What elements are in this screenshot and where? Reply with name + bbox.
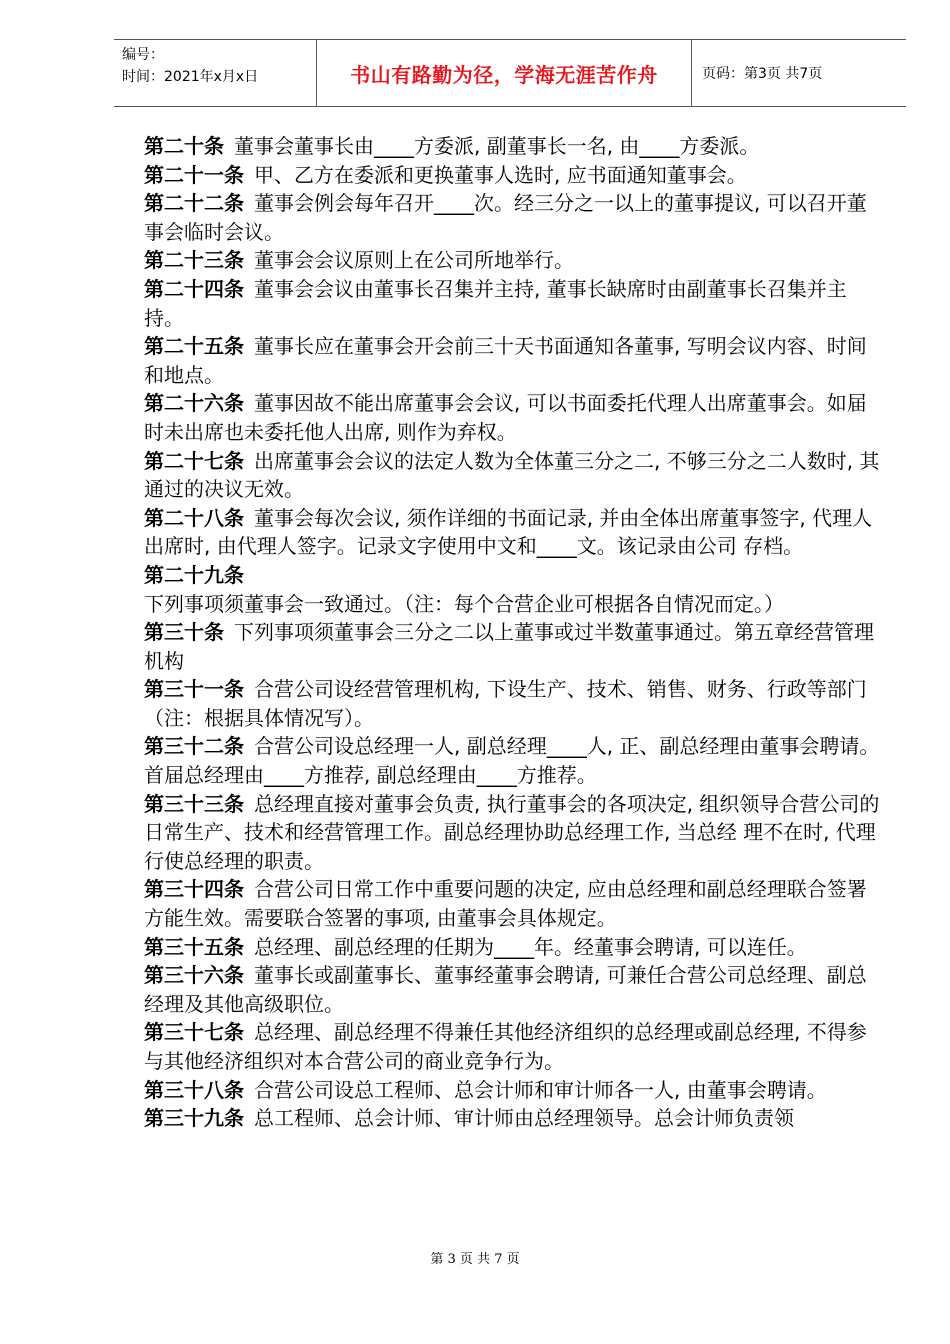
article-number: 第二十四条	[144, 276, 244, 301]
article-number: 第二十条	[144, 134, 224, 158]
article-text: 合营公司设总工程师、总会计师和审计师各一人, 由董事会聘请。	[254, 1077, 827, 1102]
article-number: 第二十九条	[144, 562, 244, 587]
article-23	[144, 246, 884, 275]
article-39	[144, 1104, 884, 1133]
article-20	[144, 132, 884, 161]
article-37	[144, 1018, 884, 1075]
article-27	[144, 447, 884, 504]
article-text: 董事会例会每年召开____次。经三分之一以上的董事提议, 可以召开董事会临时会议。	[144, 191, 867, 244]
article-32	[144, 732, 884, 789]
article-25	[144, 332, 884, 389]
article-number: 第二十七条	[144, 448, 244, 473]
article-number: 第三十九条	[144, 1106, 244, 1131]
article-text: 合营公司设经营管理机构, 下设生产、技术、销售、财务、行政等部门（注：根据具体情况写）。	[144, 677, 867, 730]
document-body	[144, 132, 884, 1133]
article-text: 总经理、副总经理不得兼任其他经济组织的总经理或副总经理, 不得参与其他经济组织对本合营公司的商业竞争行为。	[144, 1020, 867, 1073]
article-number: 第二十二条	[144, 191, 244, 216]
header-page-number: 页码：第3页 共7页	[702, 66, 823, 82]
article-text: 出席董事会会议的法定人数为全体董三分之二, 不够三分之二人数时, 其通过的决议无效。	[144, 448, 880, 502]
page-header	[114, 39, 906, 107]
article-text: 总工程师、总会计师、审计师由总经理领导。总会计师负责领	[254, 1106, 794, 1131]
header-meta	[114, 40, 316, 106]
article-text: 合营公司设总经理一人, 副总经理____人, 正、副总经理由董事会聘请。首届总经理由____方推荐, 副总经理由____方推荐。	[144, 734, 880, 788]
document-number-label: 编号：	[122, 47, 164, 63]
article-number: 第二十三条	[144, 248, 244, 273]
page-footer: 第 3 页 共 7 页	[430, 1252, 520, 1267]
article-33	[144, 790, 884, 876]
article-number: 第三十八条	[144, 1077, 244, 1102]
article-number: 第三十四条	[144, 877, 244, 902]
article-number: 第二十八条	[144, 505, 244, 530]
document-time-label: 时间：2021年x月x日	[122, 69, 259, 85]
article-number: 第三十三条	[144, 791, 244, 816]
article-text: 董事因故不能出席董事会会议, 可以书面委托代理人出席董事会。如届时未出席也未委托他人出席, 则作为弃权。	[144, 391, 867, 444]
article-text: 甲、乙方在委派和更换董事人选时, 应书面通知董事会。	[254, 162, 747, 187]
article-text: 董事长或副董事长、董事经董事会聘请, 可兼任合营公司总经理、副总经理及其他高级职位。	[144, 963, 867, 1016]
article-text: 董事会每次会议, 须作详细的书面记录, 并由全体出席董事签字, 代理人出席时, 由代理人签字。记录文字使用中文和____文。该记录由公司 存档。	[144, 505, 873, 559]
article-number: 第三十条	[144, 620, 224, 645]
article-text: 董事长应在董事会开会前三十天书面通知各董事, 写明会议内容、时间和地点。	[144, 334, 867, 387]
article-text: 董事会董事长由____方委派, 副董事长一名, 由____方委派。	[234, 134, 760, 158]
article-text: 下列事项须董事会三分之二以上董事或过半数董事通过。第五章经营管理机构	[144, 620, 874, 673]
article-21	[144, 161, 884, 190]
article-number: 第三十七条	[144, 1020, 244, 1045]
article-number: 第二十一条	[144, 162, 244, 187]
article-30	[144, 618, 884, 675]
article-number: 第三十五条	[144, 934, 244, 959]
article-number: 第三十一条	[144, 677, 244, 702]
article-number: 第三十二条	[144, 734, 244, 759]
article-text: 总经理直接对董事会负责, 执行董事会的各项决定, 组织领导合营公司的日常生产、技术和经营管理工作。副总经理协助总经理工作, 当总经 理不在时, 代理行使总经理的职责。	[144, 791, 880, 873]
article-text: 总经理、副总经理的任期为____年。经董事会聘请, 可以连任。	[254, 934, 807, 959]
article-text: 董事会会议由董事长召集并主持, 董事长缺席时由副董事长召集并主持。	[144, 276, 847, 330]
article-38	[144, 1076, 884, 1105]
article-number: 第二十五条	[144, 334, 244, 359]
article-text: 合营公司日常工作中重要问题的决定, 应由总经理和副总经理联合签署方能生效。需要联合签署的事项, 由董事会具体规定。	[144, 877, 867, 931]
article-35	[144, 933, 884, 962]
article-text: 董事会会议原则上在公司所地举行。	[254, 248, 574, 273]
article-29	[144, 561, 884, 618]
article-number: 第二十六条	[144, 391, 244, 416]
article-number: 第三十六条	[144, 963, 244, 988]
article-28	[144, 504, 884, 561]
header-motto: 书山有路勤为径，学海无涯苦作舟	[316, 40, 692, 106]
article-24	[144, 275, 884, 332]
article-36	[144, 961, 884, 1018]
article-31	[144, 675, 884, 732]
article-22	[144, 189, 884, 246]
article-34	[144, 875, 884, 932]
article-text: 下列事项须董事会一致通过。（注：每个合营企业可根据各自情况而定。）	[144, 591, 784, 616]
article-26	[144, 389, 884, 446]
